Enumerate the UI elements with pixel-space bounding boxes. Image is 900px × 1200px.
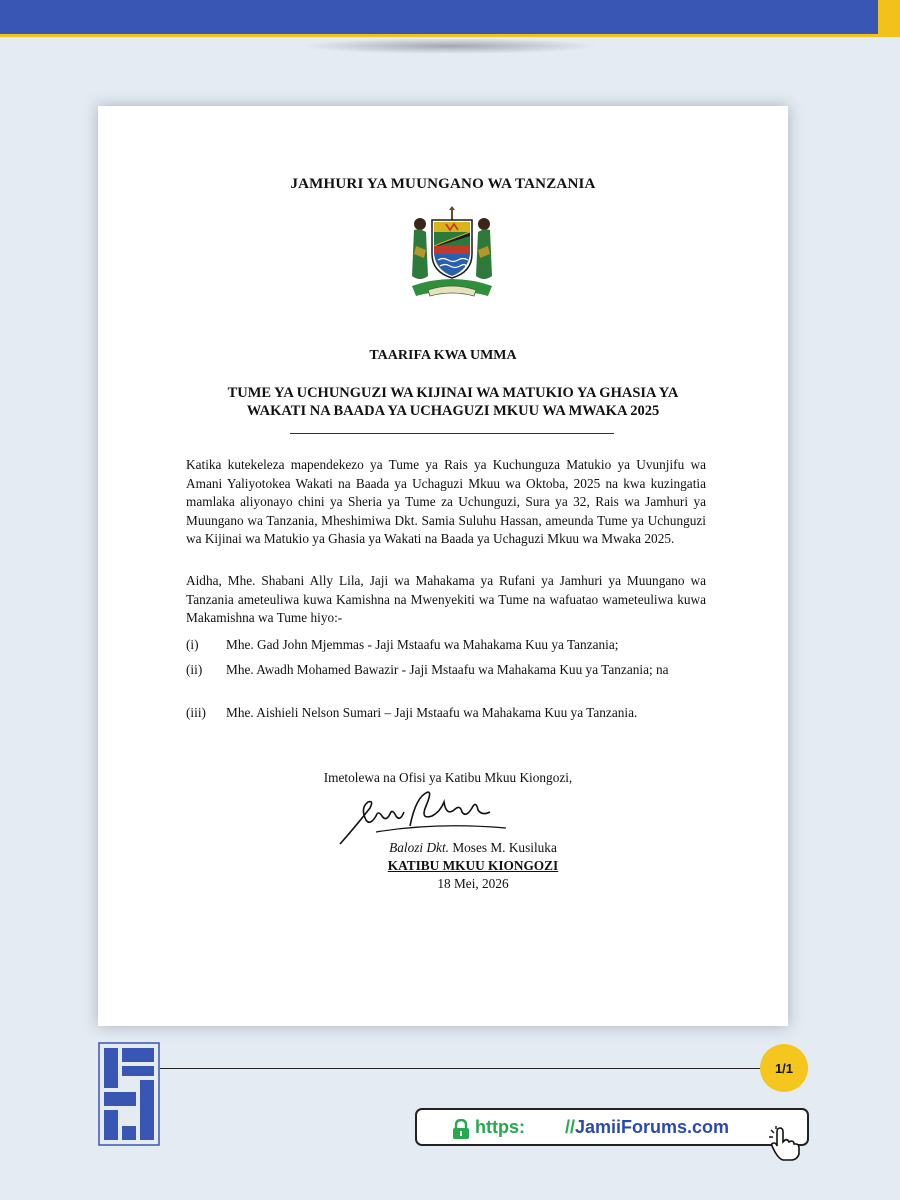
page-indicator: 1/1	[760, 1044, 808, 1092]
top-bar	[0, 0, 900, 37]
handwritten-signature	[336, 786, 516, 848]
jamiiforums-logo-icon[interactable]	[98, 1042, 160, 1146]
member-text: Mhe. Gad John Mjemmas - Jaji Mstaafu wa Mahakama Kuu ya Tanzania;	[226, 637, 619, 652]
signer-fullname: Moses M. Kusiluka	[452, 840, 557, 855]
pointing-hand-icon	[767, 1126, 803, 1162]
url-domain	[565, 1117, 729, 1138]
notice-title: TAARIFA KWA UMMA	[369, 348, 517, 363]
signer-honorific: Balozi Dkt.	[389, 840, 449, 855]
member-text: Mhe. Aishieli Nelson Sumari – Jaji Mstaafu wa Mahakama Kuu ya Tanzania.	[226, 705, 638, 720]
footer-divider	[160, 1068, 760, 1069]
url-host: JamiiForums.com	[575, 1117, 730, 1137]
issued-by: Imetolewa na Ofisi ya Katibu Mkuu Kiongozi,	[323, 770, 573, 785]
member-number: (iii)	[186, 705, 206, 720]
notice-subject: TUME YA UCHUNGUZI WA KIJINAI WA MATUKIO YA GHASIA YA WAKATI NA BAADA YA UCHAGUZI MKUU WA MWAKA 2025	[227, 385, 679, 419]
top-bar-accent	[878, 0, 900, 34]
coat-of-arms-icon	[402, 206, 502, 302]
body-paragraph-2: Aidha, Mhe. Shabani Ally Lila, Jaji wa Mahakama ya Rufani ya Jamhuri ya Muungano wa Tanzania ameteuliwa kuwa Kamishna na Mwenyekiti wa Tume na wafuatao wameteuliwa kuwa Makamishna wa Tume hiyo:-	[186, 573, 706, 626]
document-page	[98, 106, 788, 1026]
url-slashes: //	[565, 1117, 576, 1137]
signer-position: KATIBU MKUU KIONGOZI	[387, 858, 559, 873]
url-scheme: https:	[475, 1117, 525, 1137]
member-number: (i)	[186, 637, 199, 652]
website-link[interactable]	[415, 1108, 809, 1146]
top-shadow	[300, 38, 600, 54]
title-divider	[290, 433, 614, 434]
lock-icon	[452, 1119, 470, 1139]
signer-name	[308, 840, 638, 856]
member-text: Mhe. Awadh Mohamed Bawazir - Jaji Mstaafu wa Mahakama Kuu ya Tanzania; na	[226, 662, 669, 677]
member-number: (ii)	[186, 662, 203, 677]
republic-heading: JAMHURI YA MUUNGANO WA TANZANIA	[290, 176, 596, 192]
body-paragraph-1: Katika kutekeleza mapendekezo ya Tume ya Rais ya Kuchunguza Matukio ya Uvunjifu wa Amani Yaliyotokea Wakati na Baada ya Uchaguzi Mkuu wa Oktoba, 2025 na kwa kuzingatia mamlaka aliyonayo chini ya Sheria ya Tume za Uchunguzi, Sura ya 32, Rais wa Jamhuri ya Muungano wa Tanzania, Mheshimiwa Dkt. Samia Suluhu Hassan, ameunda Tume ya Uchunguzi wa Kijinai wa Matukio ya Ghasia ya Wakati na Baada ya Uchaguzi Mkuu wa Mwaka 2025.	[186, 457, 706, 547]
document-date: 18 Mei, 2026	[437, 876, 509, 891]
